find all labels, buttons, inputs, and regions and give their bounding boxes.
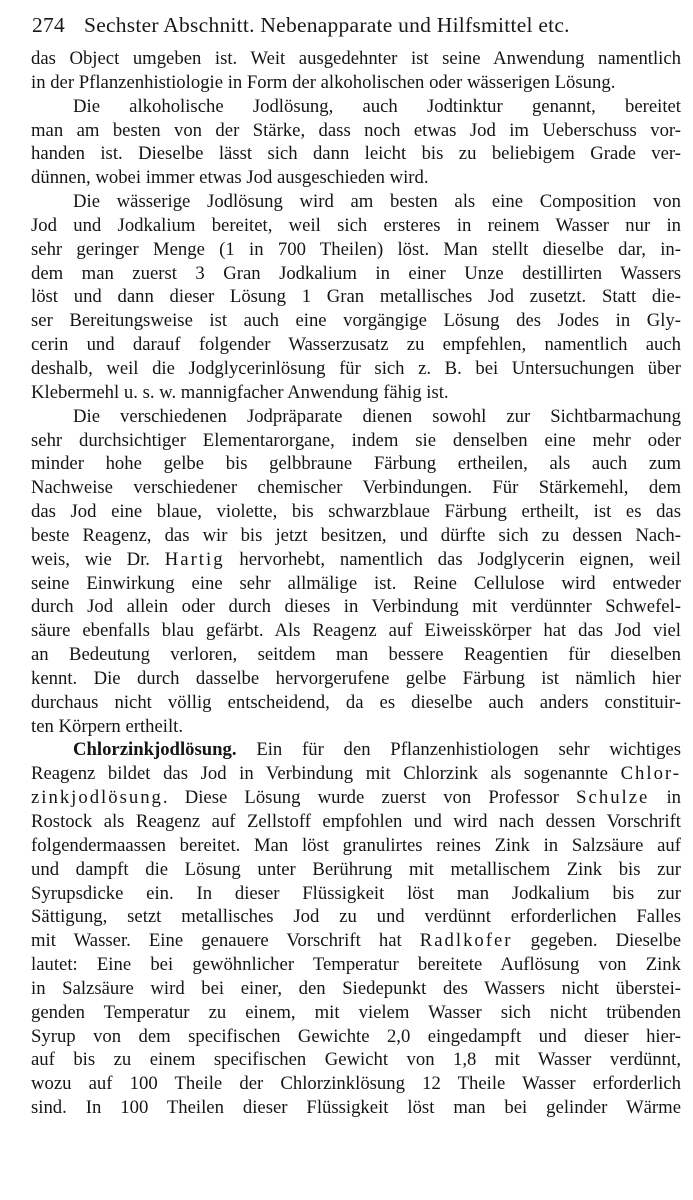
text-line: ser Bereitungsweise ist auch eine vorgängige Lösung des Jodes in Gly- xyxy=(31,310,681,332)
text-fragment: mit Wasser. Eine genauere Vorschrift hat xyxy=(31,930,420,952)
text-fragment: in xyxy=(649,787,681,809)
text-line: in der Pflanzenhistiologie in Form der alkoholischen oder wässerigen Lösung. xyxy=(31,71,616,93)
text-line: dünnen, wobei immer etwas Jod ausgeschieden wird. xyxy=(31,167,429,189)
text-line: dem man zuerst 3 Gran Jodkalium in einer Unze destillirten Wassers xyxy=(31,262,681,284)
text-line: in Salzsäure wird bei einer, den Siedepunkt des Wassers nicht überstei- xyxy=(31,977,681,999)
running-title: Sechster Abschnitt. Nebenapparate und Hilfsmittel etc. xyxy=(84,13,570,37)
term-zinkjodloesung: zinkjodlösung xyxy=(31,787,163,809)
text-line-schulze xyxy=(31,786,681,810)
text-line: durchaus nicht völlig entscheidend, da es dieselbe auch anders constituir- xyxy=(31,691,681,713)
text-line: durch Jod allein oder durch dieses in Verbindung mit verdünnter Schwefel- xyxy=(31,596,681,618)
text-fragment: gegeben. Dieselbe xyxy=(512,930,681,952)
text-fragment: Ein für den Pflanzenhistiologen sehr wichtiges xyxy=(236,739,681,761)
page-body xyxy=(31,47,681,1120)
section-heading: Chlorzinkjodlösung. xyxy=(73,739,237,761)
text-line: deshalb, weil die Jodglycerinlösung für sich z. B. bei Untersuchungen über xyxy=(31,357,681,379)
text-line: man am besten von der Stärke, dass noch etwas Jod im Ueberschuss vor- xyxy=(31,119,681,141)
text-line: seine Einwirkung eine sehr allmälige ist. Reine Cellulose wird entweder xyxy=(31,572,681,594)
text-line: Jod und Jodkalium bereitet, weil sich ersteres in reinem Wasser nur in xyxy=(31,214,681,236)
text-line: minder hohe gelbe bis gelbbraune Färbung ertheilen, als auch zum xyxy=(31,453,681,475)
text-line: genden Temperatur zu einem, mit vielem Wasser sich nicht trübenden xyxy=(31,1001,681,1023)
page-number: 274 xyxy=(32,13,65,37)
text-line: Syrup von dem specifischen Gewichte 2,0 eingedampft und dieser hier- xyxy=(31,1025,681,1047)
text-line: lautet: Eine bei gewöhnlicher Temperatur bereitete Auflösung von Zink xyxy=(31,954,681,976)
section-heading-line xyxy=(31,738,681,762)
text-line: beste Reagenz, das wir bis jetzt besitzen, und dürfte sich zu dessen Nach- xyxy=(31,524,681,546)
text-line: wozu auf 100 Theile der Chlorzinklösung 12 Theile Wasser erforderlich xyxy=(31,1073,681,1095)
text-line: Sättigung, setzt metallisches Jod zu und verdünnt erforderlichen Falles xyxy=(31,906,681,928)
author-name-hartig: Hartig xyxy=(164,548,225,570)
text-line: Rostock als Reagenz auf Zellstoff empfohlen und wird nach dessen Vorschrift xyxy=(31,811,681,832)
page-header xyxy=(32,8,682,42)
text-fragment: hervorhebt, namentlich das Jodglycerin eignen, weil xyxy=(224,548,681,570)
text-line: sehr geringer Menge (1 in 700 Theilen) löst. Man stellt dieselbe dar, in- xyxy=(31,238,681,260)
text-line: auf bis zu einem specifischen Gewicht von 1,8 mit Wasser verdünnt, xyxy=(31,1049,681,1071)
text-fragment: . Diese Lösung wurde zuerst von Professor xyxy=(162,787,577,809)
text-line: das Object umgeben ist. Weit ausgedehnter ist seine Anwendung namentlich xyxy=(31,48,681,69)
text-line: und dampft die Lösung unter Berührung mit metallischem Zink bis zur xyxy=(31,858,681,880)
term-chlor: Chlor- xyxy=(620,763,681,785)
text-fragment: weis, wie Dr. xyxy=(31,548,165,570)
text-line: ten Körpern ertheilt. xyxy=(31,715,184,737)
text-line: das Jod eine blaue, violette, bis schwarzblaue Färbung ertheilt, ist es das xyxy=(31,501,681,523)
author-name-schulze: Schulze xyxy=(576,787,650,809)
paragraph-aqueous-iodine: Die wässerige Jodlösung wird am besten als eine Composition von xyxy=(73,191,681,213)
text-fragment: Reagenz bildet das Jod in Verbindung mit Chlorzink als sogenannte xyxy=(31,763,621,785)
text-line-hartig xyxy=(31,548,681,572)
text-line: folgendermaassen bereitet. Man löst granulirtes reines Zink in Salzsäure auf xyxy=(31,834,681,856)
text-line-radlkofer xyxy=(31,929,681,953)
text-line: sind. In 100 Theilen dieser Flüssigkeit löst man bei gelinder Wärme xyxy=(31,1097,681,1119)
paragraph-iodine-preparations: Die verschiedenen Jodpräparate dienen sowohl zur Sichtbarmachung xyxy=(73,405,681,427)
text-line: handen ist. Dieselbe lässt sich dann leicht bis zu beliebigem Grade ver- xyxy=(31,143,681,165)
author-name-radlkofer: Radlkofer xyxy=(419,930,513,952)
text-line: kennt. Die durch dasselbe hervorgerufene gelbe Färbung ist nämlich hier xyxy=(31,667,681,689)
text-line: an Bedeutung verloren, seitdem man bessere Reagentien für dieselben xyxy=(31,644,681,666)
text-line: löst und dann dieser Lösung 1 Gran metallisches Jod zusetzt. Statt die- xyxy=(31,286,681,308)
text-line: cerin und darauf folgender Wasserzusatz zu empfehlen, namentlich auch xyxy=(31,334,681,356)
text-line: Klebermehl u. s. w. mannigfacher Anwendung fähig ist. xyxy=(31,381,449,403)
text-line: säure ebenfalls blau gefärbt. Als Reagenz auf Eiweisskörper hat das Jod viel xyxy=(31,620,681,642)
text-line: sehr durchsichtiger Elementarorgane, indem sie denselben eine mehr oder xyxy=(31,429,681,451)
paragraph-alcoholic-iodine: Die alkoholische Jodlösung, auch Jodtinktur genannt, bereitet xyxy=(73,95,681,117)
text-line: Syrupsdicke ein. In dieser Flüssigkeit löst man Jodkalium bis zur xyxy=(31,882,681,904)
text-line: Nachweise verschiedener chemischer Verbindungen. Für Stärkemehl, dem xyxy=(31,477,681,499)
text-line-chlor-term xyxy=(31,762,681,786)
